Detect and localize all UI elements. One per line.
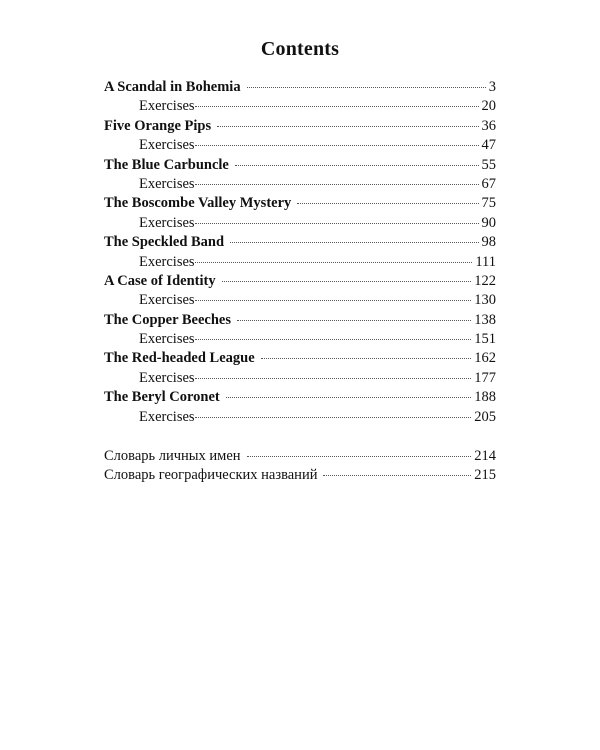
entry-page: 20 [481, 98, 496, 115]
entry-page: 111 [475, 253, 496, 270]
leader-dots [323, 475, 471, 476]
leader-dots [297, 203, 478, 204]
toc-index-entry [104, 447, 496, 466]
leader-dots [195, 378, 472, 379]
leader-dots [226, 397, 472, 398]
entry-title: A Case of Identity [104, 272, 216, 289]
toc-subentry [104, 369, 496, 388]
entry-page: 205 [474, 408, 496, 425]
entry-title: A Scandal in Bohemia [104, 79, 241, 95]
entry-page: 3 [488, 79, 496, 95]
toc-subentry [104, 330, 496, 349]
page-title: Contents [260, 38, 340, 60]
leader-dots [222, 281, 472, 282]
entry-page: 151 [474, 331, 496, 348]
toc-subentry [104, 291, 496, 310]
entry-page: 162 [474, 350, 496, 367]
leader-dots [195, 223, 479, 224]
entry-title: Exercises [139, 292, 195, 309]
leader-dots [195, 300, 472, 301]
leader-dots [230, 242, 478, 243]
toc-subentry [104, 97, 496, 116]
entry-title: Five Orange Pips [104, 117, 212, 134]
entry-title: The Blue Carbuncle [104, 156, 229, 173]
entry-page: 122 [474, 272, 496, 289]
leader-dots [217, 126, 478, 127]
entry-title: Exercises [139, 408, 195, 425]
entry-title: The Boscombe Valley Mystery [104, 195, 292, 212]
entry-page: 67 [481, 175, 496, 192]
leader-dots [195, 106, 479, 107]
entry-page: 55 [481, 156, 496, 173]
entry-title: Exercises [139, 98, 195, 115]
entry-page: 98 [481, 234, 496, 251]
entry-page: 130 [474, 292, 496, 309]
leader-dots [195, 417, 472, 418]
leader-dots [235, 165, 479, 166]
entry-title: The Red-headed League [104, 350, 255, 367]
entry-title: The Copper Beeches [104, 311, 232, 328]
entry-page: 138 [474, 311, 496, 328]
toc-entry [104, 349, 496, 368]
toc-subentry [104, 136, 496, 155]
entry-page: 177 [474, 369, 496, 386]
leader-dots [195, 184, 479, 185]
entry-page: 214 [474, 448, 496, 465]
entry-title: The Speckled Band [104, 234, 225, 251]
entry-title: Словарь географических названий [104, 467, 318, 484]
toc-subentry [104, 408, 496, 427]
leader-dots [237, 320, 471, 321]
toc-subentry [104, 175, 496, 194]
entry-title: Exercises [139, 175, 195, 192]
section-gap [104, 427, 496, 447]
toc-subentry [104, 214, 496, 233]
toc-entry [104, 388, 496, 407]
entry-title: Exercises [139, 214, 195, 231]
entry-title: Exercises [139, 369, 195, 386]
entry-title: Словарь личных имен [104, 448, 241, 465]
leader-dots [247, 456, 472, 457]
entry-page: 188 [474, 389, 496, 406]
entry-page: 90 [481, 214, 496, 231]
leader-dots [195, 262, 473, 263]
toc-index-entry [104, 466, 496, 485]
entry-title: Exercises [139, 253, 195, 270]
entry-page: 75 [481, 195, 496, 212]
toc-entry [104, 311, 496, 330]
toc-subentry [104, 253, 496, 272]
leader-dots [247, 87, 486, 88]
entry-page: 36 [481, 117, 496, 134]
toc-entry [104, 78, 496, 97]
table-of-contents [104, 78, 496, 486]
entry-title: Exercises [139, 331, 195, 348]
entry-title: Exercises [139, 137, 195, 154]
toc-entry [104, 233, 496, 252]
toc-entry [104, 156, 496, 175]
entry-page: 215 [474, 467, 496, 484]
leader-dots [261, 358, 472, 359]
toc-entry [104, 272, 496, 291]
toc-entry [104, 194, 496, 213]
toc-entry [104, 117, 496, 136]
leader-dots [195, 339, 472, 340]
entry-page: 47 [481, 137, 496, 154]
entry-title: The Beryl Coronet [104, 389, 220, 406]
leader-dots [195, 145, 479, 146]
